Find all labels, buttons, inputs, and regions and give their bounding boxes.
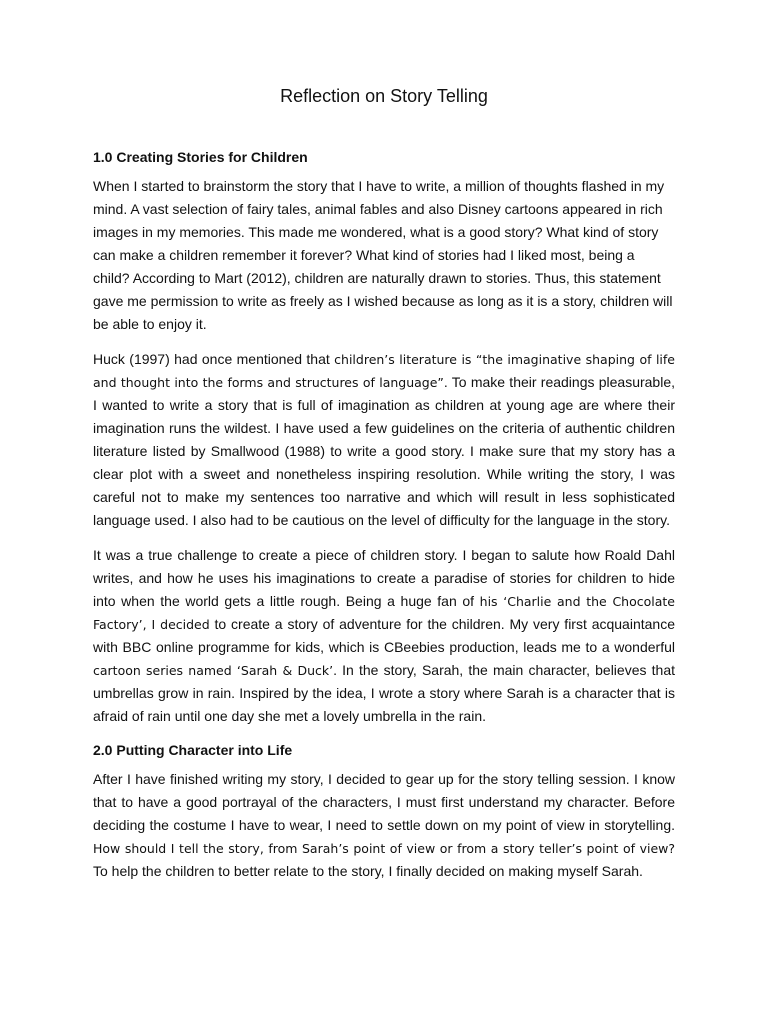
paragraph-brainstorm: When I started to brainstorm the story that I have to write, a million of thoughts flashed in my mind. A vast selection of fairy tales, animal fables and also Disney cartoons appeared in rich images in my memories. This made me wondered, what is a good story? What kind of story can make a children remember it forever? What kind of stories had I liked most, being a child? According to Mart (2012), children are naturally drawn to stories. Thus, this statement gave me permission to write as freely as I wished because as long as it is a story, children will be able to enjoy it. — [93, 178, 673, 332]
paragraph-dahl-sarah-duck: cartoon series named ‘Sarah & Duck’ — [93, 663, 334, 678]
document-title: Reflection on Story Telling — [280, 86, 488, 106]
paragraph-dahl-middle: to create a story of adventure for the children. My very first acquaintance with BBC online programme for kids, which is CBeebies production, leads me to a wonderful — [93, 616, 675, 655]
section-heading-creating-stories: 1.0 Creating Stories for Children — [93, 149, 308, 165]
paragraph-session-end: To help the children to better relate to the story, I finally decided on making myself Sarah. — [93, 863, 643, 879]
paragraph-roald-dahl — [93, 544, 675, 728]
paragraph-huck-quote: children’s literature is “the imaginative shaping of life and thought into the forms and structures of language” — [93, 352, 675, 390]
paragraph-dahl-intro: It was a true challenge to create a piece of children story. I began to salute how Roald Dahl writes, and how he uses his imaginations to create a paradise of stories for children to hide into when the world gets a little rough. Being a huge fan of — [93, 547, 675, 609]
paragraph-dahl-charlie: his ‘Charlie and the Chocolate Factory’, I decided — [93, 594, 675, 632]
paragraph-storytelling-session — [93, 768, 675, 883]
paragraph-session-intro: After I have finished writing my story, I decided to gear up for the story telling session. I know that to have a good portrayal of the characters, I must first understand my character. Before deciding the costume I have to wear, I need to settle down on my point of view in storytelling. — [93, 771, 675, 833]
paragraph-huck-body: . To make their readings pleasurable, I wanted to write a story that is full of imagination as children at young age are where their imagination runs the wildest. I have used a few guidelines on the criteria of authentic children literature listed by Smallwood (1988) to write a good story. I make sure that my story has a clear plot with a sweet and nonetheless inspiring resolution. While writing the story, I was careful not to make my sentences too narrative and which will result in less sophisticated language used. I also had to be cautious on the level of difficulty for the language in the story. — [93, 374, 676, 528]
paragraph-dahl-end: . In the story, Sarah, the main character, believes that umbrellas grow in rain. Inspired by the idea, I wrote a story where Sarah is a character that is afraid of rain until one day she met a lovely umbrella in the rain. — [93, 662, 675, 724]
paragraph-huck — [93, 348, 675, 532]
section-heading-putting-character: 2.0 Putting Character into Life — [93, 742, 293, 758]
paragraph-huck-intro: Huck (1997) had once mentioned that — [93, 351, 335, 367]
paragraph-session-question: How should I tell the story, from Sarah’s point of view or from a story teller’s point of view? — [93, 841, 675, 856]
